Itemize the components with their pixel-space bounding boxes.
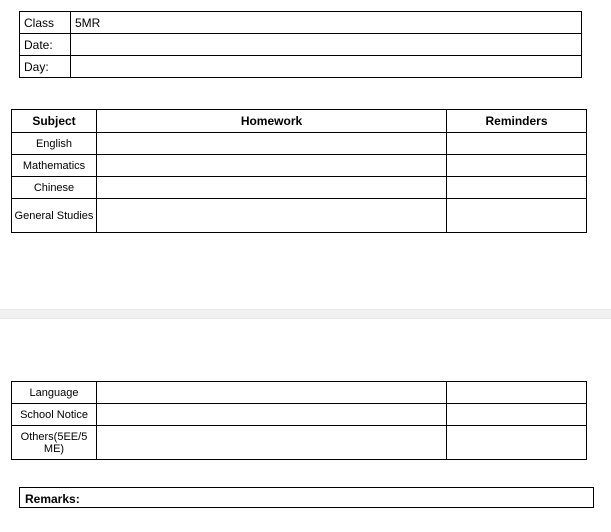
day-row — [20, 56, 582, 78]
table-row — [12, 199, 587, 233]
homework-cell[interactable] — [97, 199, 447, 233]
reminders-cell[interactable] — [447, 382, 587, 404]
subject-cell: Language — [12, 382, 97, 404]
homework-cell[interactable] — [97, 177, 447, 199]
reminders-cell[interactable] — [447, 199, 587, 233]
remarks-label: Remarks: — [25, 492, 80, 506]
date-label: Date: — [20, 34, 71, 56]
class-info-table — [19, 11, 582, 78]
page-break — [0, 309, 611, 319]
reminders-cell[interactable] — [447, 133, 587, 155]
reminders-cell[interactable] — [447, 177, 587, 199]
homework-header: Homework — [97, 110, 447, 133]
subject-header: Subject — [12, 110, 97, 133]
day-value[interactable] — [71, 56, 582, 78]
class-label: Class — [20, 12, 71, 34]
subject-cell: School Notice — [12, 404, 97, 426]
table-row — [12, 177, 587, 199]
homework-header-row — [12, 110, 587, 133]
homework-cell[interactable] — [97, 133, 447, 155]
subject-cell: English — [12, 133, 97, 155]
date-value[interactable] — [71, 34, 582, 56]
class-row — [20, 12, 582, 34]
reminders-cell[interactable] — [447, 426, 587, 460]
subject-cell: General Studies — [12, 199, 97, 233]
notice-table — [11, 381, 587, 460]
table-row — [12, 404, 587, 426]
subject-cell: Chinese — [12, 177, 97, 199]
homework-cell[interactable] — [97, 426, 447, 460]
homework-cell[interactable] — [97, 404, 447, 426]
homework-cell[interactable] — [97, 155, 447, 177]
table-row — [12, 133, 587, 155]
remarks-box[interactable] — [19, 487, 594, 508]
table-row — [12, 426, 587, 460]
subject-cell: Mathematics — [12, 155, 97, 177]
class-value[interactable]: 5MR — [71, 12, 582, 34]
reminders-cell[interactable] — [447, 404, 587, 426]
day-label: Day: — [20, 56, 71, 78]
date-row — [20, 34, 582, 56]
homework-table — [11, 109, 587, 233]
table-row — [12, 382, 587, 404]
subject-cell: Others(5EE/5 ME) — [12, 426, 97, 460]
reminders-header: Reminders — [447, 110, 587, 133]
reminders-cell[interactable] — [447, 155, 587, 177]
table-row — [12, 155, 587, 177]
homework-cell[interactable] — [97, 382, 447, 404]
